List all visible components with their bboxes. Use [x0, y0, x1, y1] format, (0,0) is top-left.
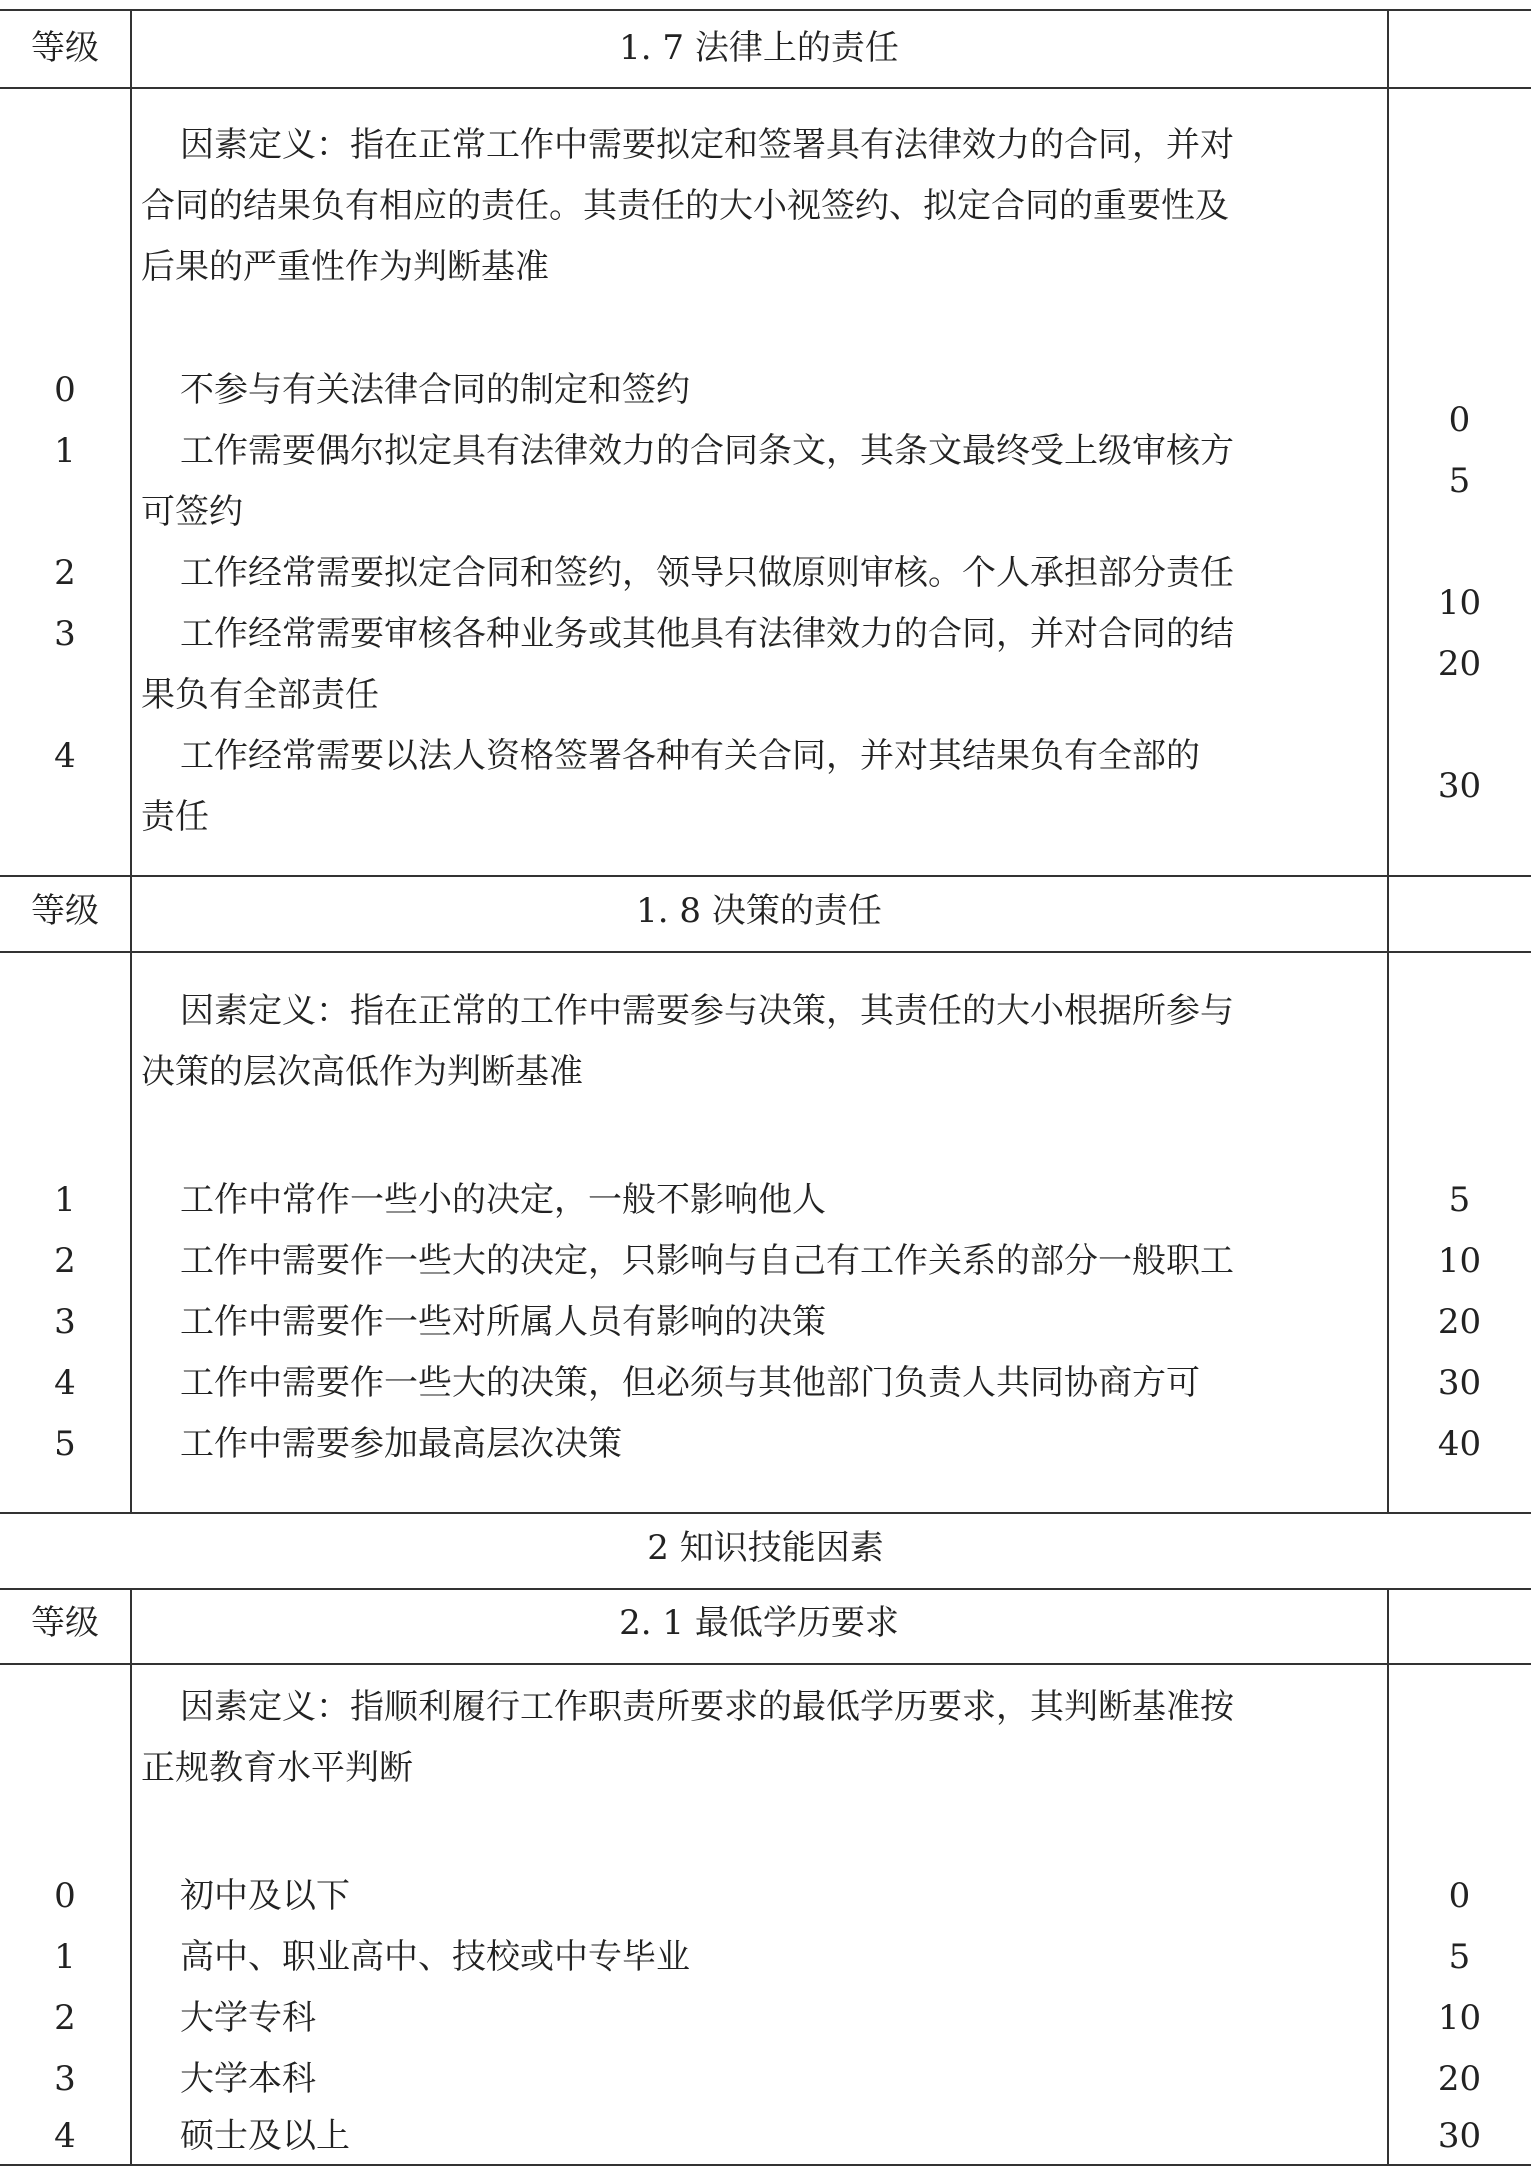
level-description: 大学专科 [180, 1998, 316, 2038]
level-points: 30 [1437, 2116, 1482, 2156]
definition-line: 决策的层次高低作为判断基准 [141, 1052, 583, 1092]
level-description: 工作中常作一些小的决定，一般不影响他人 [180, 1180, 826, 1220]
level-number: 3 [54, 614, 76, 654]
definition-line: 因素定义：指顺利履行工作职责所要求的最低学历要求，其判断基准按 [180, 1687, 1234, 1727]
rule-bottom [0, 2164, 1531, 2166]
level-points: 30 [1437, 766, 1482, 806]
level-points: 10 [1437, 1998, 1482, 2038]
section-title: 1. 7 法律上的责任 [619, 28, 899, 68]
level-number: 1 [54, 1180, 76, 1220]
level-number: 2 [54, 1998, 76, 2038]
level-description: 工作需要偶尔拟定具有法律效力的合同条文，其条文最终受上级审核方 [180, 431, 1234, 471]
level-points: 5 [1448, 1180, 1471, 1220]
level-number: 1 [54, 1937, 76, 1977]
section-title: 1. 8 决策的责任 [636, 891, 882, 931]
level-description: 工作经常需要以法人资格签署各种有关合同，并对其结果负有全部的 [180, 736, 1200, 776]
level-description: 工作中需要作一些大的决定，只影响与自己有工作关系的部分一般职工 [180, 1241, 1234, 1281]
definition-line: 后果的严重性作为判断基准 [141, 247, 549, 287]
level-points: 20 [1437, 2059, 1482, 2099]
level-number: 5 [54, 1424, 76, 1464]
section-title: 2. 1 最低学历要求 [619, 1603, 899, 1643]
group-title: 2 知识技能因素 [647, 1528, 884, 1568]
level-description: 大学本科 [180, 2059, 316, 2099]
rule-s1-bottom [0, 875, 1531, 877]
level-number: 1 [54, 431, 76, 471]
level-points: 20 [1437, 1302, 1482, 1342]
level-column-header: 等级 [31, 1603, 99, 1643]
rule-s3-header [0, 1663, 1531, 1665]
level-number: 4 [54, 1363, 76, 1403]
rule-s1-header [0, 87, 1531, 89]
level-number: 0 [54, 370, 76, 410]
level-description: 果负有全部责任 [141, 675, 379, 715]
level-column-header: 等级 [31, 28, 99, 68]
level-description: 工作中需要参加最高层次决策 [180, 1424, 622, 1464]
level-description: 工作中需要作一些大的决策，但必须与其他部门负责人共同协商方可 [180, 1363, 1200, 1403]
level-column-header: 等级 [31, 891, 99, 931]
level-description: 高中、职业高中、技校或中专毕业 [180, 1937, 690, 1977]
level-points: 40 [1437, 1424, 1482, 1464]
level-points: 5 [1448, 461, 1471, 501]
level-number: 3 [54, 1302, 76, 1342]
level-number: 2 [54, 553, 76, 593]
rule-s2-header [0, 951, 1531, 953]
level-points: 30 [1437, 1363, 1482, 1403]
level-number: 0 [54, 1876, 76, 1916]
definition-line: 因素定义：指在正常的工作中需要参与决策，其责任的大小根据所参与 [180, 991, 1234, 1031]
level-description: 初中及以下 [180, 1876, 350, 1916]
level-description: 可签约 [141, 492, 243, 532]
level-number: 4 [54, 736, 76, 776]
rule-top [0, 9, 1531, 11]
level-number: 4 [54, 2116, 76, 2156]
definition-line: 正规教育水平判断 [141, 1748, 413, 1788]
level-points: 5 [1448, 1937, 1471, 1977]
level-points: 0 [1448, 1876, 1471, 1916]
level-points: 20 [1437, 644, 1482, 684]
rule-group-title [0, 1588, 1531, 1590]
definition-line: 因素定义：指在正常工作中需要拟定和签署具有法律效力的合同，并对 [180, 125, 1234, 165]
level-points: 0 [1448, 400, 1471, 440]
col-divider-left-s12 [130, 10, 132, 1513]
definition-line: 合同的结果负有相应的责任。其责任的大小视签约、拟定合同的重要性及 [141, 186, 1229, 226]
level-number: 3 [54, 2059, 76, 2099]
level-points: 10 [1437, 1241, 1482, 1281]
level-description: 责任 [141, 797, 209, 837]
col-divider-right-s12 [1387, 10, 1389, 1513]
level-description: 不参与有关法律合同的制定和签约 [180, 370, 690, 410]
rule-s2-bottom [0, 1512, 1531, 1514]
level-points: 10 [1437, 583, 1482, 623]
col-divider-left-s3 [130, 1588, 132, 2165]
level-number: 2 [54, 1241, 76, 1281]
level-description: 工作经常需要拟定合同和签约，领导只做原则审核。个人承担部分责任 [180, 553, 1234, 593]
level-description: 硕士及以上 [180, 2116, 350, 2156]
level-description: 工作经常需要审核各种业务或其他具有法律效力的合同，并对合同的结 [180, 614, 1234, 654]
level-description: 工作中需要作一些对所属人员有影响的决策 [180, 1302, 826, 1342]
